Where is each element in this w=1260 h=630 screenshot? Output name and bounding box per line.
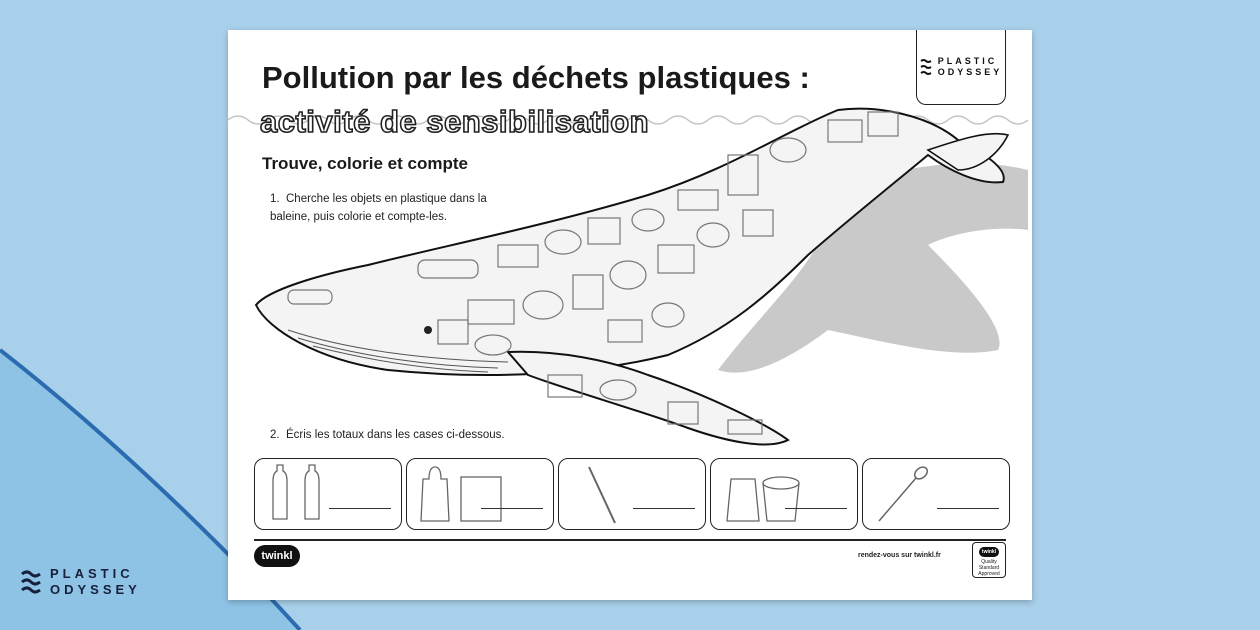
answer-line bbox=[329, 508, 391, 509]
worksheet-brand-badge bbox=[916, 30, 1006, 105]
plastic-odyssey-logo bbox=[20, 566, 141, 598]
section-heading: Trouve, colorie et compte bbox=[262, 154, 468, 173]
whale-illustration bbox=[228, 30, 1032, 470]
badge-text: Quality Standard Approved bbox=[978, 559, 1000, 577]
waves-icon bbox=[920, 58, 932, 76]
instruction-2: 2. Écris les totaux dans les cases ci-dessous. bbox=[270, 429, 505, 441]
brand-line2: ODYSSEY bbox=[50, 582, 141, 597]
page-subtitle: activité de sensibilisation bbox=[260, 104, 650, 139]
worksheet bbox=[228, 30, 1032, 600]
footer-divider bbox=[254, 539, 1006, 541]
badge-logo: twinkl bbox=[979, 547, 999, 557]
instruction-1: 1. Cherche les objets en plastique dans la baleine, puis colorie et compte-les. bbox=[270, 193, 487, 223]
answer-line bbox=[633, 508, 695, 509]
answer-line bbox=[785, 508, 847, 509]
twinkl-logo: twinkl bbox=[254, 545, 300, 567]
quality-badge bbox=[972, 542, 1006, 578]
brand-line1: PLASTIC bbox=[50, 566, 134, 581]
brand-line1: PLASTIC bbox=[937, 56, 998, 66]
page-title: Pollution par les déchets plastiques : bbox=[262, 60, 810, 95]
answer-line bbox=[481, 508, 543, 509]
brand-line2: ODYSSEY bbox=[937, 67, 1003, 77]
footer-url[interactable]: rendez-vous sur twinkl.fr bbox=[858, 552, 941, 559]
answer-line bbox=[937, 508, 999, 509]
waves-icon bbox=[20, 569, 42, 595]
